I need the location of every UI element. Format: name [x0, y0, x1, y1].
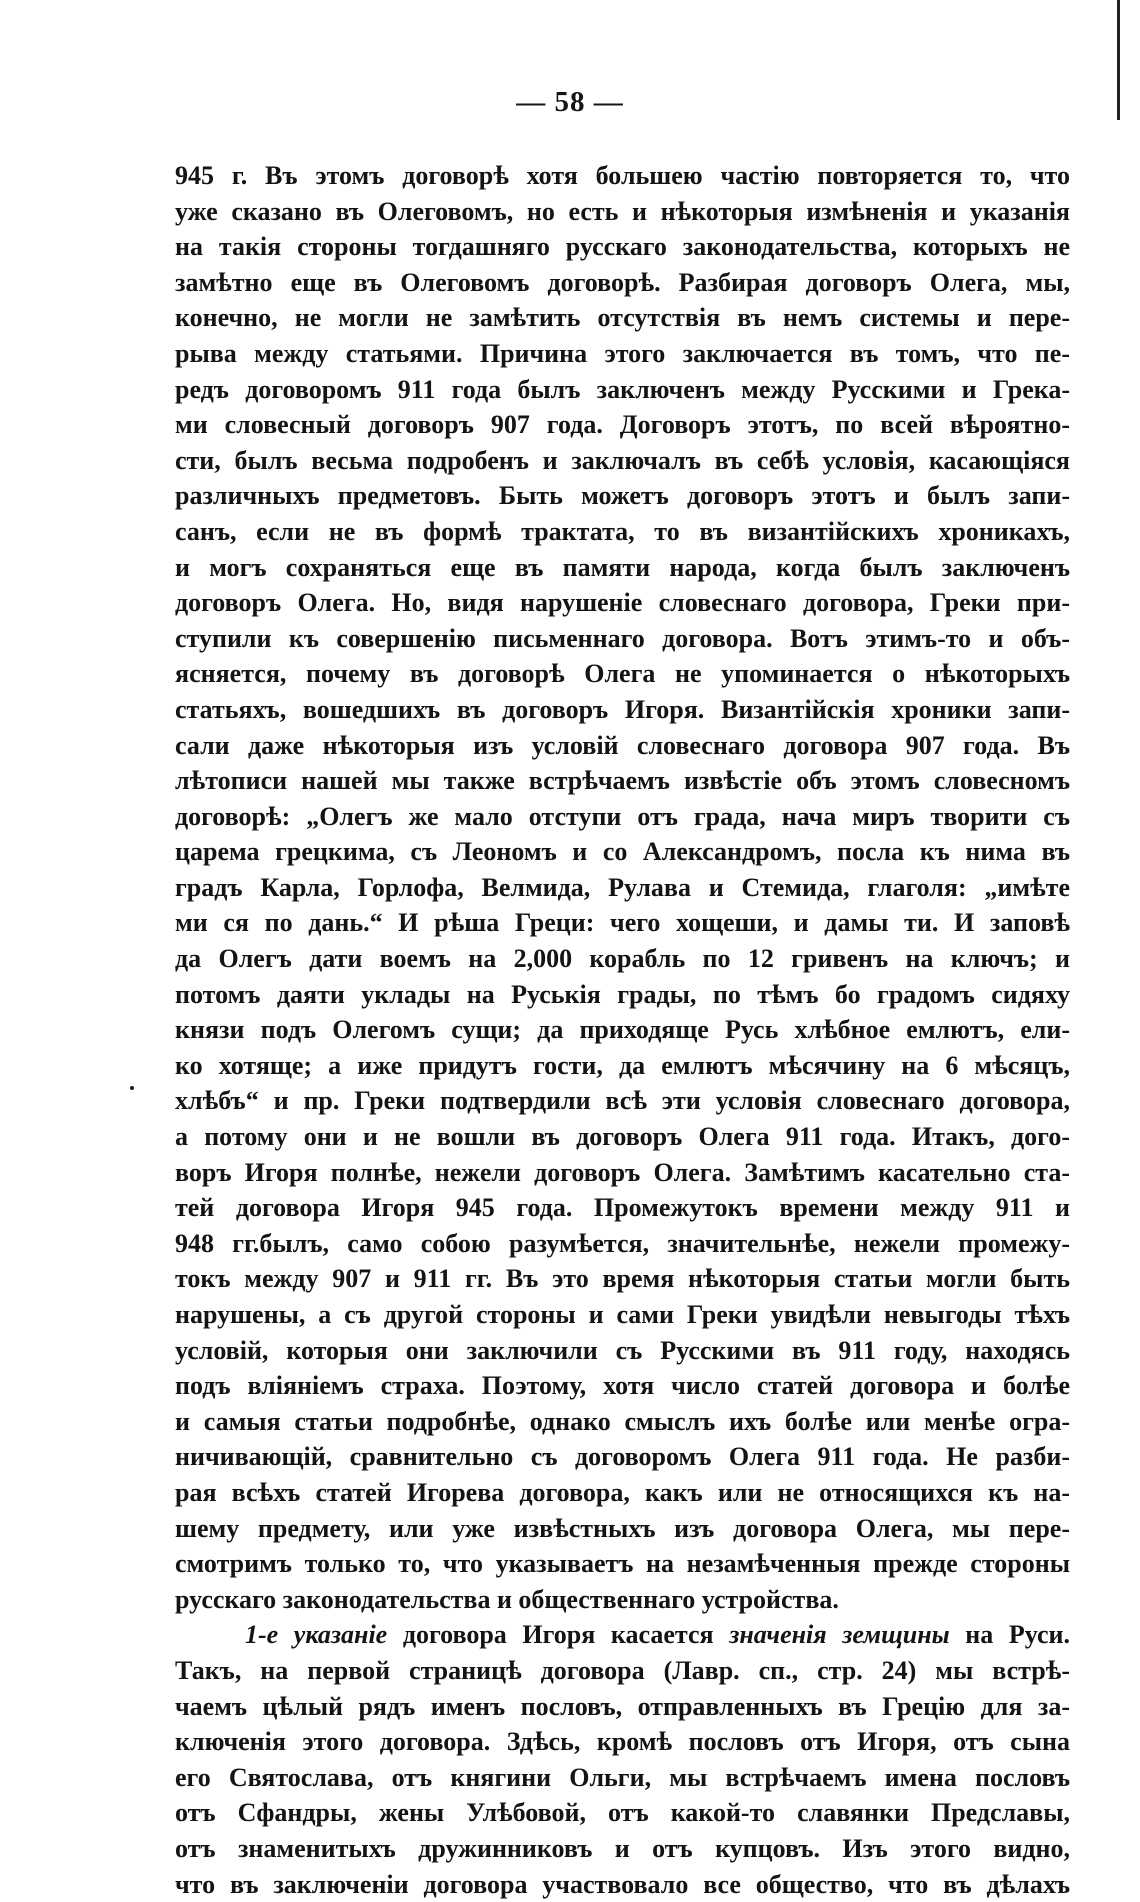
- text-line: 945 г. Въ этомъ договорѣ хотя большею частію повторяется то, что: [175, 158, 1070, 194]
- paragraph-2: [175, 1617, 1070, 1902]
- text-line: да Олегъ дати воемъ на 2,000 корабль по 12 гривенъ на ключъ; и: [175, 941, 1070, 977]
- text-line: различныхъ предметовъ. Быть можетъ договоръ этотъ и былъ запи-: [175, 478, 1070, 514]
- text-line: шему предмету, или уже извѣстныхъ изъ договора Олега, мы пере-: [175, 1511, 1070, 1547]
- text-line: воръ Игоря полнѣе, нежели договоръ Олега. Замѣтимъ касательно ста-: [175, 1155, 1070, 1191]
- text-line: лѣтописи нашей мы также встрѣчаемъ извѣстіе объ этомъ словесномъ: [175, 763, 1070, 799]
- text-line: статьяхъ, вошедшихъ въ договоръ Игоря. Византійскія хроники запи-: [175, 692, 1070, 728]
- text-line: хлѣбъ“ и пр. Греки подтвердили всѣ эти условія словеснаго договора,: [175, 1083, 1070, 1119]
- text-line: рая всѣхъ статей Игорева договора, какъ или не относящихся къ на-: [175, 1475, 1070, 1511]
- body-text: [175, 158, 1070, 1902]
- text-line: ясняется, почему въ договорѣ Олега не упоминается о нѣкоторыхъ: [175, 656, 1070, 692]
- text-line: тей договора Игоря 945 года. Промежутокъ времени между 911 и: [175, 1190, 1070, 1226]
- text-line: ми ся по дань.“ И рѣша Греци: чего хощеши, и дамы ти. И заповѣ: [175, 905, 1070, 941]
- text-line: на такія стороны тогдашняго русскаго законодательства, которыхъ не: [175, 229, 1070, 265]
- text-line: уже сказано въ Олеговомъ, но есть и нѣкоторыя измѣненія и указанія: [175, 194, 1070, 230]
- text-line: смотримъ только то, что указываетъ на незамѣченныя прежде стороны: [175, 1546, 1070, 1582]
- text-line: а потому они и не вошли въ договоръ Олега 911 года. Итакъ, дого-: [175, 1119, 1070, 1155]
- text-line: токъ между 907 и 911 гг. Въ это время нѣкоторыя статьи могли быть: [175, 1261, 1070, 1297]
- text-line: что въ заключеніи договора участвовало все общество, что въ дѣлахъ: [175, 1867, 1070, 1902]
- text-line: ключенія этого договора. Здѣсь, кромѣ пословъ отъ Игоря, отъ сына: [175, 1724, 1070, 1760]
- text-line: санъ, если не въ формѣ трактата, то въ византійскихъ хроникахъ,: [175, 514, 1070, 550]
- text-line: сали даже нѣкоторыя изъ условій словеснаго договора 907 года. Въ: [175, 728, 1070, 764]
- text-line: князи подъ Олегомъ сущи; да приходяще Русь хлѣбное емлютъ, ели-: [175, 1012, 1070, 1048]
- text-line: отъ Сфандры, жены Улѣбовой, отъ какой-то славянки Предславы,: [175, 1795, 1070, 1831]
- text-line: царема грецкима, съ Леономъ и со Александромъ, посла къ нима въ: [175, 834, 1070, 870]
- paragraph-1: [175, 158, 1070, 1617]
- text-line: и могъ сохраняться еще въ памяти народа, когда былъ заключенъ: [175, 550, 1070, 586]
- inline-text: договора Игоря касается: [387, 1620, 729, 1649]
- text-line: замѣтно еще въ Олеговомъ договорѣ. Разбирая договоръ Олега, мы,: [175, 265, 1070, 301]
- text-line: русскаго законодательства и общественнаго устройства.: [175, 1582, 1070, 1618]
- paragraph-2-first-line: [175, 1617, 1070, 1653]
- inline-text: на Руси.: [950, 1620, 1070, 1649]
- text-line: условій, которыя они заключили съ Русскими въ 911 году, находясь: [175, 1333, 1070, 1369]
- text-line: ко хотяще; а иже придутъ гости, да емлютъ мѣсячину на 6 мѣсяцъ,: [175, 1048, 1070, 1084]
- text-line: конечно, не могли не замѣтить отсутствія въ немъ системы и пере-: [175, 300, 1070, 336]
- text-line: ступили къ совершенію письменнаго договора. Вотъ этимъ-то и объ-: [175, 621, 1070, 657]
- text-line: его Святослава, отъ княгини Ольги, мы встрѣчаемъ имена пословъ: [175, 1760, 1070, 1796]
- text-line: договоръ Олега. Но, видя нарушеніе словеснаго договора, Греки при-: [175, 585, 1070, 621]
- text-line: отъ знаменитыхъ дружинниковъ и отъ купцовъ. Изъ этого видно,: [175, 1831, 1070, 1867]
- text-line: и самыя статьи подробнѣе, однако смыслъ ихъ болѣе или менѣе огра-: [175, 1404, 1070, 1440]
- text-line: 948 гг.былъ, само собою разумѣется, значительнѣе, нежели промежу-: [175, 1226, 1070, 1262]
- text-line: чаемъ цѣлый рядъ именъ пословъ, отправленныхъ въ Грецію для за-: [175, 1689, 1070, 1725]
- page-number: — 58 —: [0, 86, 1140, 119]
- inline-italic-heading: 1-е указаніе: [245, 1620, 387, 1649]
- text-line: рыва между статьями. Причина этого заключается въ томъ, что пе-: [175, 336, 1070, 372]
- text-line: Такъ, на первой страницѣ договора (Лавр. сп., стр. 24) мы встрѣ-: [175, 1653, 1070, 1689]
- text-line: договорѣ: „Олегъ же мало отступи отъ града, нача миръ творити съ: [175, 799, 1070, 835]
- text-line: сти, былъ весьма подробенъ и заключалъ въ себѣ условія, касающіяся: [175, 443, 1070, 479]
- inline-italic-term: значенія земщины: [729, 1620, 950, 1649]
- text-line: градъ Карла, Горлофа, Велмида, Рулава и Стемида, глаголя: „имѣте: [175, 870, 1070, 906]
- text-line: потомъ даяти уклады на Руськія грады, по тѣмъ бо градомъ сидяху: [175, 977, 1070, 1013]
- text-line: нарушены, а съ другой стороны и сами Греки увидѣли невыгоды тѣхъ: [175, 1297, 1070, 1333]
- text-line: ничивающій, сравнительно съ договоромъ Олега 911 года. Не разби-: [175, 1439, 1070, 1475]
- text-line: подъ вліяніемъ страха. Поэтому, хотя число статей договора и болѣе: [175, 1368, 1070, 1404]
- margin-mark: [130, 1086, 134, 1090]
- text-line: редъ договоромъ 911 года былъ заключенъ между Русскими и Грека-: [175, 372, 1070, 408]
- text-line: ми словесный договоръ 907 года. Договоръ этотъ, по всей вѣроятно-: [175, 407, 1070, 443]
